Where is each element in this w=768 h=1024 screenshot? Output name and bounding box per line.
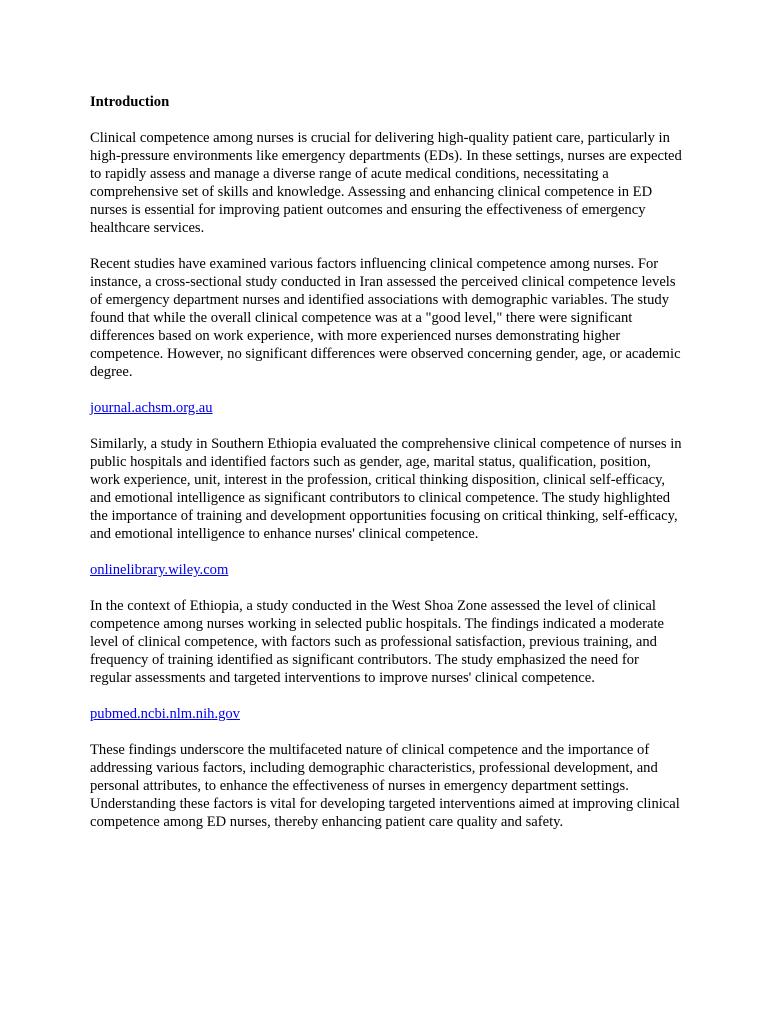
paragraph-intro: Clinical competence among nurses is crucial for delivering high-quality patient care, particularly in high-pressure environments like emergency departments (EDs). In these settings, nurses are expected to rapidly assess and manage a diverse range of acute medical conditions, necessitating a comprehensive set of skills and knowledge. Assessing and enhancing clinical competence in ED nurses is essential for improving patient outcomes and ensuring the effectiveness of emergency healthcare services. xyxy=(90,130,682,236)
source-link-wiley[interactable]: onlinelibrary.wiley.com xyxy=(90,562,229,578)
source-link-line xyxy=(90,705,682,723)
source-link-pubmed[interactable]: pubmed.ncbi.nlm.nih.gov xyxy=(90,706,240,722)
document-body xyxy=(90,93,682,849)
source-link-line xyxy=(90,561,682,579)
source-link-line xyxy=(90,399,682,417)
source-link-achsm[interactable]: journal.achsm.org.au xyxy=(90,400,213,416)
paragraph-iran-study: Recent studies have examined various factors influencing clinical competence among nurses. For instance, a cross-sectional study conducted in Iran assessed the perceived clinical competence levels of emergency department nurses and identified associations with demographic variables. The study found that while the overall clinical competence was at a "good level," there were significant differences based on work experience, with more experienced nurses demonstrating higher competence. However, no significant differences were observed concerning gender, age, or academic degree. xyxy=(90,256,681,380)
paragraph-conclusion: These findings underscore the multifaceted nature of clinical competence and the importance of addressing various factors, including demographic characteristics, professional development, and personal attributes, to enhance the effectiveness of nurses in emergency department settings. Understanding these factors is vital for developing targeted interventions aimed at improving clinical competence among ED nurses, thereby enhancing patient care quality and safety. xyxy=(90,742,680,830)
paragraph-west-shoa-study: In the context of Ethiopia, a study conducted in the West Shoa Zone assessed the level of clinical competence among nurses working in selected public hospitals. The findings indicated a moderate level of clinical competence, with factors such as professional satisfaction, previous training, and frequency of training identified as significant contributors. The study emphasized the need for regular assessments and targeted interventions to improve nurses' clinical competence. xyxy=(90,598,664,686)
section-heading: Introduction xyxy=(90,94,170,110)
paragraph-southern-ethiopia-study: Similarly, a study in Southern Ethiopia evaluated the comprehensive clinical competence of nurses in public hospitals and identified factors such as gender, age, marital status, qualification, position, work experience, unit, interest in the profession, critical thinking disposition, clinical self-efficacy, and emotional intelligence as significant contributors to clinical competence. The study highlighted the importance of training and development opportunities focusing on critical thinking, self-efficacy, and emotional intelligence to enhance nurses' clinical competence. xyxy=(90,436,682,542)
